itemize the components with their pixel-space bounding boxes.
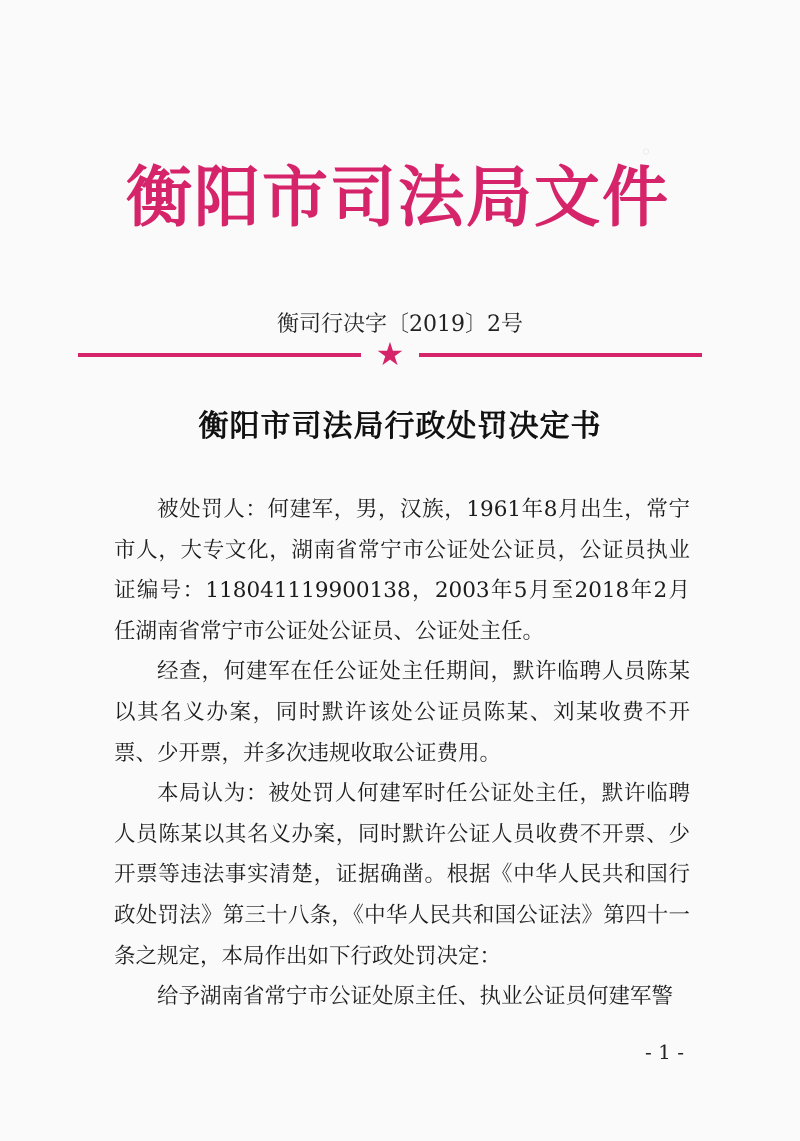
document-title: 衡阳市司法局行政处罚决定书: [198, 409, 602, 444]
bleed-through-mark: ◦: [640, 140, 652, 164]
document-body: [114, 490, 690, 1018]
document-header-title: 衡阳市司法局文件: [126, 158, 670, 236]
star-icon: ★: [375, 335, 405, 373]
divider-line-left: [78, 353, 361, 357]
paragraph-ruling-basis: 本局认为：被处罚人何建军时任公证处主任，默许临聘人员陈某以其名义办案，同时默许公证人员收费不开票、少开票等违法事实清楚，证据确凿。根据《中华人民共和国行政处罚法》第三十八条，《中华人民共和国公证法》第四十一条之规定，本局作出如下行政处罚决定：: [114, 781, 690, 969]
document-number: 衡司行决字〔2019〕2号: [277, 312, 523, 337]
paragraph-findings: 经查，何建军在任公证处主任期间，默许临聘人员陈某以其名义办案，同时默许该处公证员陈某、刘某收费不开票、少开票，并多次违规收取公证费用。: [114, 659, 690, 766]
header-divider: [78, 335, 702, 373]
paragraph-decision: 给予湖南省常宁市公证处原主任、执业公证员何建军警: [157, 984, 674, 1010]
page-number: - 1 -: [645, 1040, 684, 1064]
divider-line-right: [419, 353, 702, 357]
paragraph-respondent: 被处罚人：何建军，男，汉族，1961年8月出生，常宁市人，大专文化，湖南省常宁市公证处公证员，公证员执业证编号：118041119900138，2003年5月至2018年2月任湖南省常宁市公证处公证员、公证处主任。: [114, 497, 690, 644]
